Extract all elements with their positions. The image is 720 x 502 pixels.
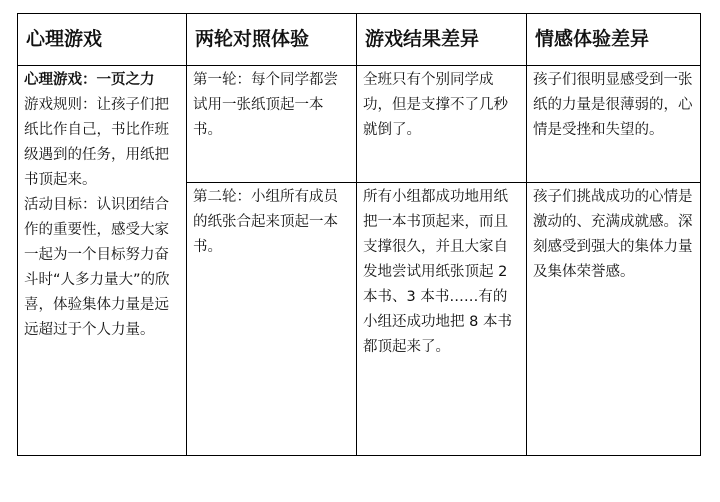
game-description-cell bbox=[18, 66, 187, 456]
header-psych-game: 心理游戏 bbox=[18, 14, 187, 66]
game-rules: 游戏规则：让孩子们把纸比作自己，书比作班级遇到的任务，用纸把书顶起来。 bbox=[24, 97, 169, 188]
round-1-result: 全班只有个别同学成功，但是支撑不了几秒就倒了。 bbox=[363, 72, 508, 138]
round-1-result-cell bbox=[357, 66, 527, 183]
round-2-emotion: 孩子们挑战成功的心情是激动的、充满成就感。深刻感受到强大的集体力量及集体荣誉感。 bbox=[533, 189, 693, 280]
round-1-emotion: 孩子们很明显感受到一张纸的力量是很薄弱的，心情是受挫和失望的。 bbox=[533, 72, 693, 138]
game-title: 心理游戏：一页之力 bbox=[24, 72, 155, 88]
header-row bbox=[18, 14, 701, 66]
comparison-table bbox=[17, 13, 701, 456]
table-row-round-1 bbox=[18, 66, 701, 183]
round-2-result: 所有小组都成功地用纸把一本书顶起来，而且支撑很久，并且大家自发地尝试用纸张顶起 2 本书、3 本书……有的小组还成功地把 8 本书都顶起来了。 bbox=[363, 189, 512, 355]
header-two-rounds: 两轮对照体验 bbox=[187, 14, 357, 66]
header-emotion-diff: 情感体验差异 bbox=[527, 14, 701, 66]
header-result-diff: 游戏结果差异 bbox=[357, 14, 527, 66]
round-2-experience: 第二轮：小组所有成员的纸张合起来顶起一本书。 bbox=[193, 189, 338, 255]
game-goal: 活动目标：认识团结合作的重要性，感受大家一起为一个目标努力奋斗时“人多力量大”的欣喜，体验集体力量是远远超过于个人力量。 bbox=[24, 197, 170, 338]
game-description bbox=[18, 66, 186, 343]
round-2-emotion-cell bbox=[527, 183, 701, 456]
round-2-experience-cell bbox=[187, 183, 357, 456]
round-2-result-cell bbox=[357, 183, 527, 456]
round-1-experience-cell bbox=[187, 66, 357, 183]
round-1-emotion-cell bbox=[527, 66, 701, 183]
round-1-experience: 第一轮：每个同学都尝试用一张纸顶起一本书。 bbox=[193, 72, 338, 138]
